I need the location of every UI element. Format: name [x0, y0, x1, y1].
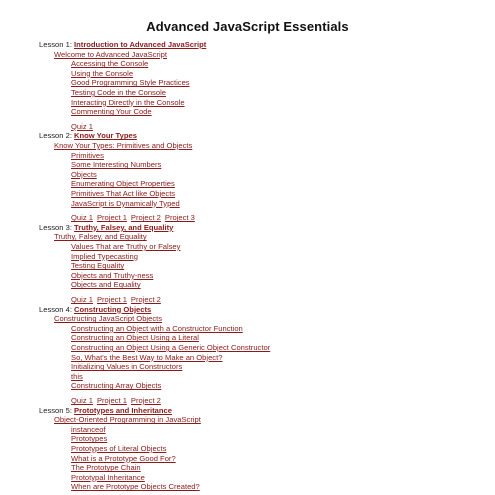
- topic-row: [71, 242, 180, 251]
- assessment-link[interactable]: Quiz 1: [71, 295, 93, 304]
- lesson-number: Lesson 3:: [39, 222, 75, 232]
- topic-row: [71, 271, 153, 280]
- topic-link[interactable]: Values That are Truthy or Falsey: [71, 242, 181, 251]
- topic-link[interactable]: So, What's the Best Way to Make an Object?: [71, 352, 223, 362]
- lesson-row: [39, 305, 151, 314]
- topic-row: [71, 372, 83, 381]
- lesson-row: [39, 40, 206, 49]
- topic-link[interactable]: Constructing an Object Using a Generic Object Constructor: [71, 343, 271, 352]
- assessment-row: [71, 396, 165, 405]
- topic-link[interactable]: Constructing an Object with a Constructor Function: [71, 323, 243, 333]
- topic-link[interactable]: Commenting Your Code: [71, 107, 152, 117]
- topic-link[interactable]: Objects: [71, 169, 97, 179]
- section-row: [54, 50, 167, 59]
- lesson-number: Lesson 1:: [39, 40, 75, 49]
- topic-row: [71, 454, 176, 463]
- lesson-row: [39, 223, 173, 232]
- topic-row: [71, 179, 175, 188]
- lesson-number: Lesson 2:: [39, 131, 75, 141]
- topic-row: [71, 88, 166, 97]
- topic-row: [71, 69, 133, 78]
- topic-row: [71, 107, 152, 116]
- topic-link[interactable]: Accessing the Console: [71, 59, 149, 69]
- assessment-row: [71, 295, 165, 304]
- topic-link[interactable]: Initializing Values in Constructors: [71, 362, 183, 372]
- topic-row: [71, 333, 199, 342]
- topic-row: [71, 362, 182, 371]
- topic-row: [71, 199, 180, 208]
- topic-link[interactable]: Objects and Truthy-ness: [71, 270, 154, 280]
- assessment-link[interactable]: Quiz 1: [71, 396, 93, 405]
- topic-row: [71, 170, 97, 179]
- assessment-link[interactable]: Project 1: [96, 295, 127, 304]
- topic-link[interactable]: Implied Typecasting: [71, 251, 138, 261]
- topic-link[interactable]: this: [71, 371, 83, 381]
- topic-row: [71, 324, 243, 333]
- topic-row: [71, 425, 106, 434]
- topic-row: [71, 59, 148, 68]
- assessment-link[interactable]: Project 3: [164, 213, 195, 223]
- section-row: [54, 314, 162, 323]
- assessment-row: [71, 122, 97, 131]
- section-link[interactable]: Constructing JavaScript Objects: [54, 314, 163, 324]
- assessment-link[interactable]: Project 1: [96, 213, 127, 223]
- lesson-title-link[interactable]: Prototypes and Inheritance: [74, 405, 172, 415]
- topic-link[interactable]: Prototypes: [71, 434, 108, 444]
- section-row: [54, 415, 201, 424]
- topic-link[interactable]: Testing Equality: [71, 261, 125, 271]
- topic-link[interactable]: Constructing an Object Using a Literal: [71, 333, 199, 343]
- topic-row: [71, 280, 141, 289]
- topic-row: [71, 353, 222, 362]
- topic-link[interactable]: Primitives: [71, 150, 104, 160]
- assessment-link[interactable]: Project 2: [130, 295, 161, 304]
- lesson-title-link[interactable]: Constructing Objects: [74, 304, 152, 314]
- topic-row: [71, 98, 185, 107]
- topic-link[interactable]: When are Prototype Objects Created?: [71, 482, 200, 492]
- assessment-link[interactable]: Project 2: [130, 213, 161, 223]
- topic-link[interactable]: Interacting Directly in the Console: [71, 97, 185, 107]
- topic-link[interactable]: The Prototype Chain: [71, 463, 141, 473]
- lesson-title-link[interactable]: Know Your Types: [74, 131, 137, 141]
- section-row: [54, 141, 192, 150]
- topic-link[interactable]: Using the Console: [71, 68, 134, 78]
- page-title: Advanced JavaScript Essentials: [146, 19, 349, 34]
- topic-row: [71, 252, 138, 261]
- topic-link[interactable]: What is a Prototype Good For?: [71, 453, 176, 463]
- lesson-row: [39, 406, 172, 415]
- section-row: [54, 232, 147, 241]
- topic-link[interactable]: Some Interesting Numbers: [71, 160, 162, 170]
- topic-row: [71, 482, 200, 491]
- section-link[interactable]: Object-Oriented Programming in JavaScript: [54, 415, 201, 425]
- topic-row: [71, 444, 166, 453]
- assessment-link[interactable]: Project 2: [130, 396, 161, 405]
- topic-link[interactable]: instanceof: [71, 424, 106, 434]
- lesson-title-link[interactable]: Introduction to Advanced JavaScript: [74, 40, 207, 49]
- topic-row: [71, 463, 141, 472]
- topic-link[interactable]: Prototypes of Literal Objects: [71, 444, 167, 453]
- lesson-number: Lesson 5:: [39, 405, 75, 415]
- topic-link[interactable]: Testing Code in the Console: [71, 88, 166, 97]
- topic-row: [71, 473, 145, 482]
- assessment-link[interactable]: Quiz 1: [71, 121, 93, 131]
- topic-link[interactable]: Primitives That Act like Objects: [71, 189, 176, 198]
- lesson-row: [39, 131, 137, 140]
- topic-row: [71, 160, 161, 169]
- assessment-row: [71, 213, 199, 222]
- topic-link[interactable]: Enumerating Object Properties: [71, 179, 175, 189]
- lesson-number: Lesson 4:: [39, 304, 75, 314]
- topic-link[interactable]: Constructing Array Objects: [71, 381, 162, 391]
- topic-row: [71, 434, 107, 443]
- section-link[interactable]: Know Your Types: Primitives and Objects: [54, 141, 193, 150]
- section-link[interactable]: Welcome to Advanced JavaScript: [54, 49, 167, 59]
- topic-row: [71, 78, 190, 87]
- section-link[interactable]: Truthy, Falsey, and Equality: [54, 232, 147, 242]
- topic-link[interactable]: Good Programming Style Practices: [71, 78, 190, 88]
- topic-row: [71, 151, 104, 160]
- lesson-title-link[interactable]: Truthy, Falsey, and Equality: [74, 222, 174, 232]
- topic-row: [71, 343, 270, 352]
- assessment-link[interactable]: Project 1: [96, 396, 127, 405]
- topic-link[interactable]: JavaScript is Dynamically Typed: [71, 198, 180, 208]
- topic-row: [71, 189, 175, 198]
- topic-link[interactable]: Prototypal Inheritance: [71, 472, 145, 482]
- assessment-link[interactable]: Quiz 1: [71, 213, 93, 223]
- topic-link[interactable]: Objects and Equality: [71, 280, 141, 290]
- topic-row: [71, 261, 124, 270]
- topic-row: [71, 381, 161, 390]
